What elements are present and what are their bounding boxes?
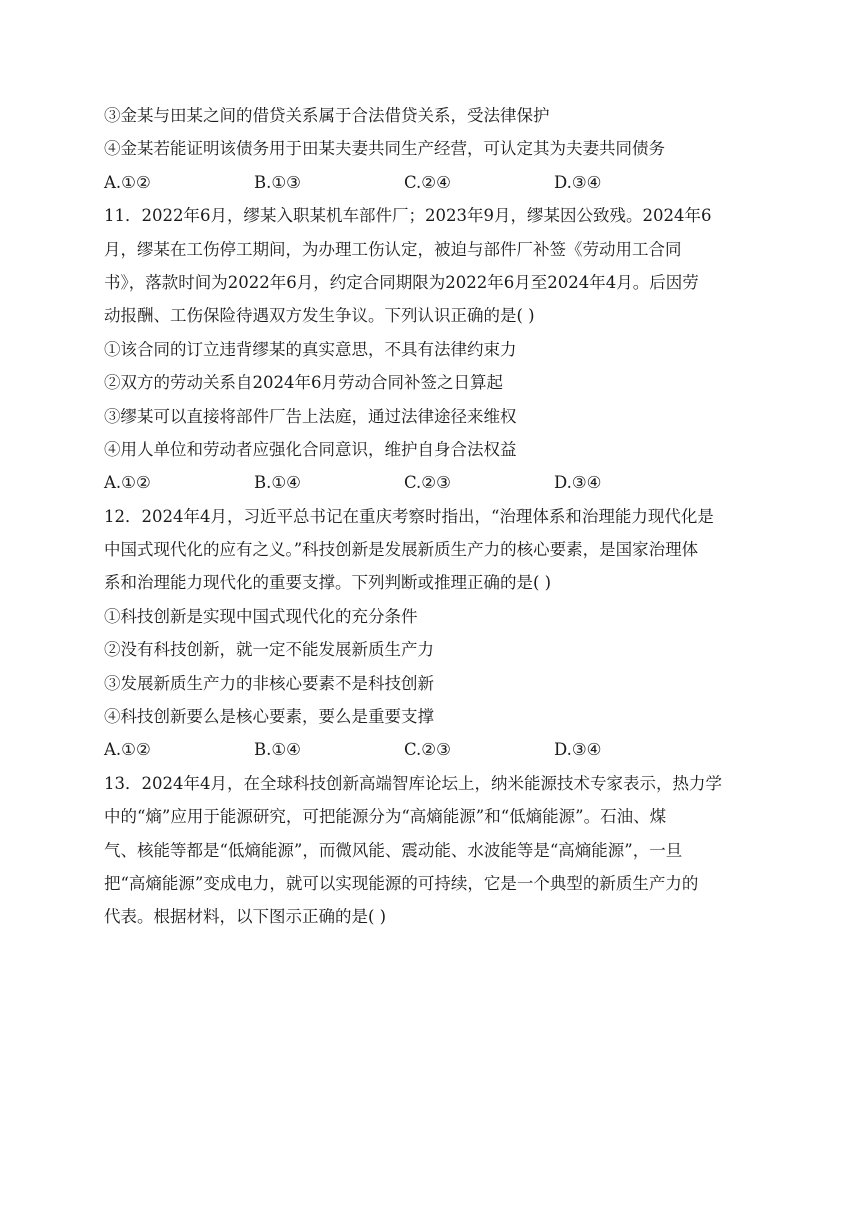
question-12 xyxy=(104,500,754,767)
question-10 xyxy=(104,99,754,199)
q10-option-b: B.①③ xyxy=(254,172,301,192)
q13-stem-line: 代表。根据材料，以下图示正确的是( ) xyxy=(104,907,387,927)
page-content xyxy=(104,99,754,934)
q11-option-b: B.①④ xyxy=(254,473,301,493)
q12-item-4: ④科技创新要么是核心要素，要么是重要支撑 xyxy=(104,707,434,727)
question-13 xyxy=(104,767,754,934)
q10-option-d: D.③④ xyxy=(554,172,602,192)
q10-options xyxy=(104,166,754,199)
q10-item-3: ③金某与田某之间的借贷关系属于合法借贷关系，受法律保护 xyxy=(104,106,550,125)
q12-stem-line: 12．2024年4月，习近平总书记在重庆考察时指出，“治理体系和治理能力现代化是 xyxy=(104,506,714,526)
q13-stem-line: 13．2024年4月，在全球科技创新高端智库论坛上，纳米能源技术专家表示，热力学 xyxy=(104,773,722,793)
q12-option-a: A.①② xyxy=(104,740,151,760)
q10-item-4: ④金某若能证明该债务用于田某夫妻共同生产经营，可认定其为夫妻共同债务 xyxy=(104,139,665,159)
q11-item-2: ②双方的劳动关系自2024年6月劳动合同补签之日算起 xyxy=(104,373,503,393)
q11-stem-line: 动报酬、工伤保险待遇双方发生争议。下列认识正确的是( ) xyxy=(104,306,535,326)
q11-stem-line: 月，缪某在工伤停工期间，为办理工伤认定，被迫与部件厂补签《劳动用工合同 xyxy=(104,239,682,259)
q11-option-a: A.①② xyxy=(104,473,151,493)
q11-stem-line: 11．2022年6月，缪某入职某机车部件厂；2023年9月，缪某因公致残。2024年6 xyxy=(104,206,712,226)
q13-stem-line: 把“高熵能源”变成电力，就可以实现能源的可持续，它是一个典型的新质生产力的 xyxy=(104,873,699,893)
q10-option-a: A.①② xyxy=(104,172,151,192)
q12-item-3: ③发展新质生产力的非核心要素不是科技创新 xyxy=(104,673,434,693)
q11-option-c: C.②③ xyxy=(404,473,451,493)
q13-stem-line: 气、核能等都是“低熵能源”，而微风能、震动能、水波能等是“高熵能源”，一旦 xyxy=(104,840,683,860)
q12-stem-line: 系和治理能力现代化的重要支撑。下列判断或推理正确的是( ) xyxy=(104,573,552,593)
q12-option-b: B.①④ xyxy=(254,740,301,760)
q10-option-c: C.②④ xyxy=(404,172,451,192)
q12-item-1: ①科技创新是实现中国式现代化的充分条件 xyxy=(104,606,418,626)
q11-item-1: ①该合同的订立违背缪某的真实意思，不具有法律约束力 xyxy=(104,339,517,359)
q11-options xyxy=(104,466,754,499)
q11-item-3: ③缪某可以直接将部件厂告上法庭，通过法律途径来维权 xyxy=(104,406,517,426)
q13-stem-line: 中的“熵”应用于能源研究，可把能源分为“高熵能源”和“低熵能源”。石油、煤 xyxy=(104,807,667,827)
q12-option-d: D.③④ xyxy=(554,740,602,760)
q12-options xyxy=(104,733,754,766)
q11-option-d: D.③④ xyxy=(554,473,602,493)
q12-stem-line: 中国式现代化的应有之义。”科技创新是发展新质生产力的核心要素，是国家治理体 xyxy=(104,540,699,560)
question-11 xyxy=(104,199,754,500)
q11-item-4: ④用人单位和劳动者应强化合同意识，维护自身合法权益 xyxy=(104,439,517,459)
q12-option-c: C.②③ xyxy=(404,740,451,760)
q11-stem-line: 书》，落款时间为2022年6月，约定合同期限为2022年6月至2024年4月。后因劳 xyxy=(104,272,699,292)
q12-item-2: ②没有科技创新，就一定不能发展新质生产力 xyxy=(104,640,434,660)
